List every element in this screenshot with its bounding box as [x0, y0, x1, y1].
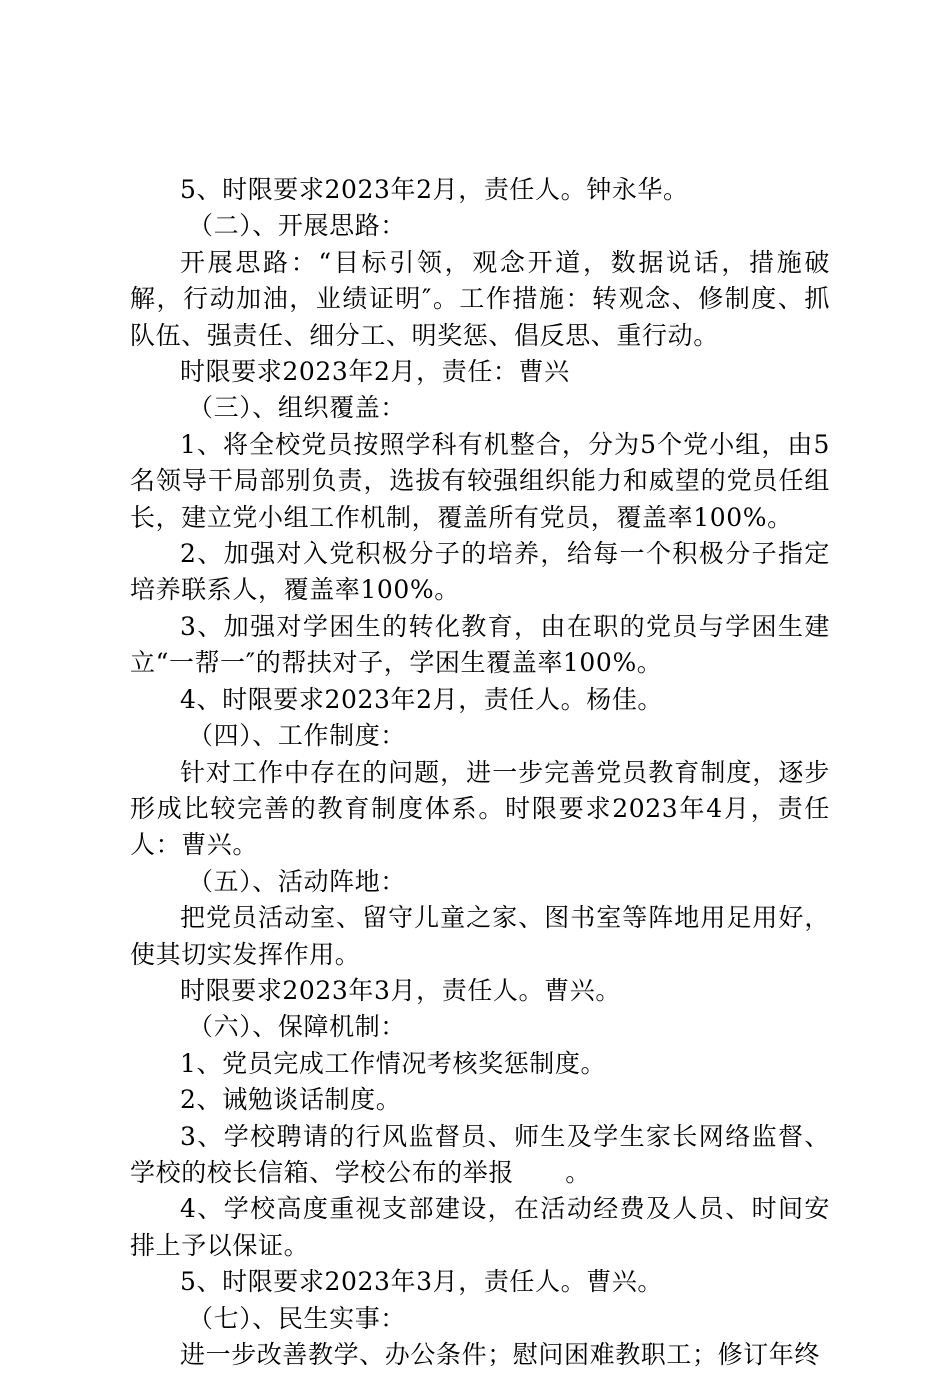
paragraph-guarantee-2: 2、诫勉谈话制度。 — [180, 1085, 402, 1115]
section-heading-organization: （三）、组织覆盖： — [188, 393, 406, 423]
paragraph-organization-1: 1、将全校党员按照学科有机整合，分为5个党小组，由5名领导干局部别负责，选拔有较强组织能力和威望的党员任组长，建立党小组工作机制，覆盖所有党员，覆盖率100%。 — [130, 429, 830, 532]
paragraph-guarantee-3: 3、学校聘请的行风监督员、师生及学生家长网络监督、学校的校长信箱、学校公布的举报 。 — [130, 1121, 830, 1187]
paragraph-work-system: 针对工作中存在的问题，进一步完善党员教育制度，逐步形成比较完善的教育制度体系。时限要求2023年4月，责任人：曹兴。 — [130, 757, 830, 860]
section-heading-work-system: （四）、工作制度： — [188, 721, 406, 751]
paragraph-deadline-3: 时限要求2023年3月，责任人。曹兴。 — [180, 975, 621, 1005]
section-heading-guarantee: （六）、保障机制： — [188, 1012, 406, 1042]
paragraph-deadline-2: 时限要求2023年2月，责任：曹兴 — [180, 357, 570, 387]
paragraph-organization-3: 3、加强对学困生的转化教育，由在职的党员与学困生建立“一帮一″的帮扶对子，学困生覆盖率100%。 — [130, 611, 830, 678]
paragraph-deadline-1: 5、时限要求2023年2月，责任人。钟永华。 — [180, 175, 689, 204]
paragraph-organization-2: 2、加强对入党积极分子的培养，给每一个积极分子指定培养联系人，覆盖率100%。 — [130, 539, 830, 605]
paragraph-guarantee-4: 4、学校高度重视支部建设，在活动经费及人员、时间安排上予以保证。 — [130, 1194, 830, 1260]
section-heading-livelihood: （七）、民生实事： — [188, 1303, 406, 1333]
paragraph-organization-4: 4、时限要求2023年2月，责任人。杨佳。 — [180, 684, 664, 714]
paragraph-guarantee-5: 5、时限要求2023年3月，责任人。曹兴。 — [180, 1267, 664, 1297]
section-heading-activity-base: （五）、活动阵地： — [188, 866, 406, 896]
paragraph-livelihood: 进一步改善教学、办公条件；慰问困难教职工；修订年终 — [180, 1340, 821, 1369]
section-heading-approach: （二）、开展思路： — [188, 211, 406, 241]
paragraph-activity-base: 把党员活动室、留守儿童之家、图书室等阵地用足用好，使其切实发挥作用。 — [130, 903, 830, 969]
document-body — [130, 172, 830, 1373]
paragraph-approach: 开展思路：“目标引领，观念开道，数据说话，措施破解，行动加油，业绩证明″。工作措施：转观念、修制度、抓队伍、强责任、细分工、明奖惩、倡反思、重行动。 — [130, 247, 830, 350]
paragraph-guarantee-1: 1、党员完成工作情况考核奖惩制度。 — [180, 1048, 607, 1078]
